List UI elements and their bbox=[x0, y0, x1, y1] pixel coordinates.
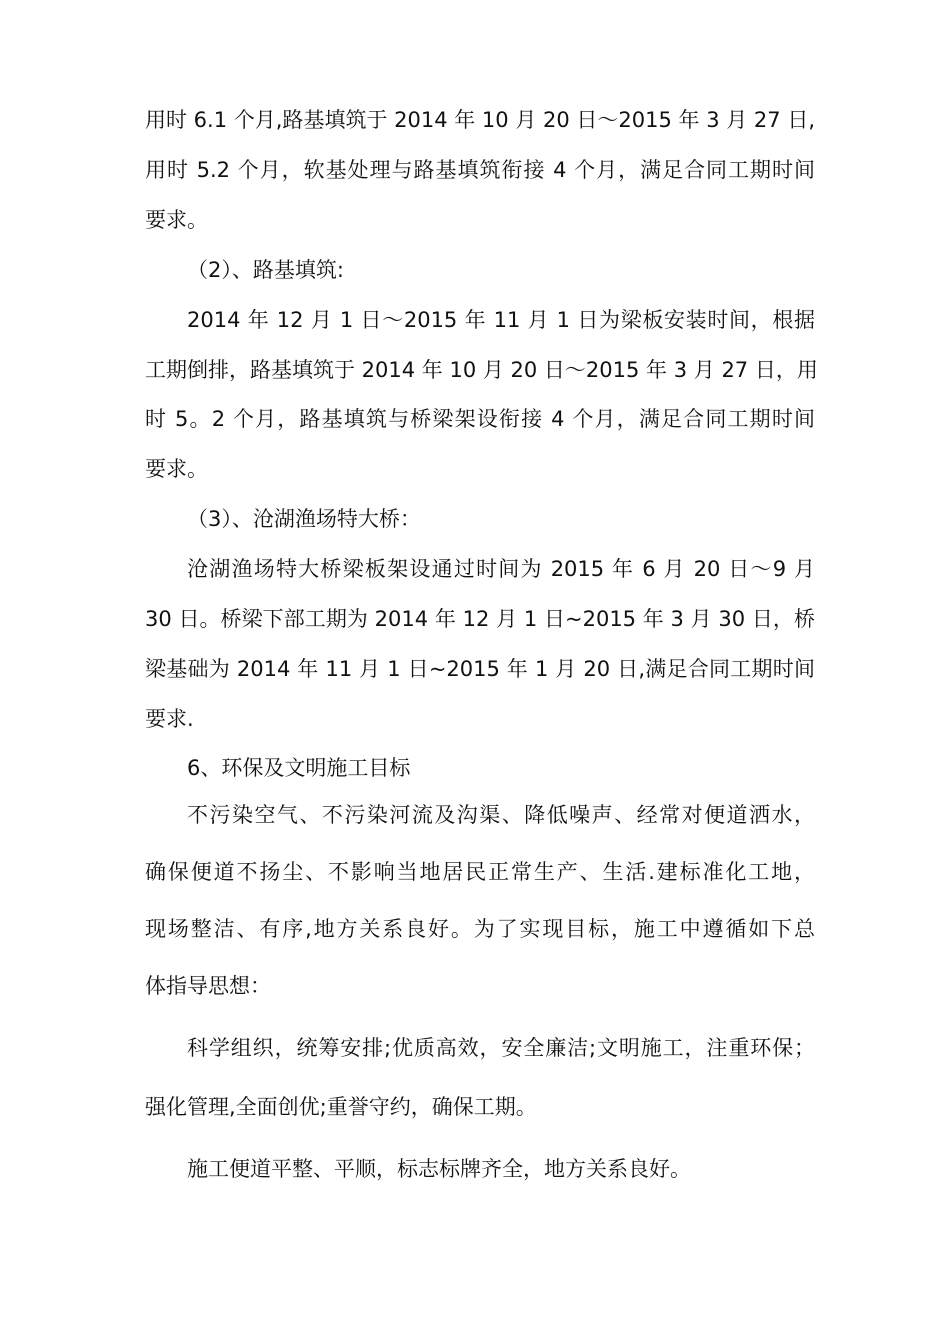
paragraph-line: 用时 6.1 个月,路基填筑于 2014 年 10 月 20 日～2015 年 3 月 27 日, bbox=[145, 108, 815, 132]
paragraph-line: 时 5。2 个月，路基填筑与桥梁架设衔接 4 个月，满足合同工期时间 bbox=[145, 407, 815, 431]
section-heading: 6、环保及文明施工目标 bbox=[187, 756, 411, 780]
section-heading: （2）、路基填筑: bbox=[187, 258, 344, 282]
paragraph-line: 体指导思想： bbox=[145, 974, 271, 998]
paragraph-line: 科学组织，统筹安排;优质高效，安全廉洁;文明施工，注重环保； bbox=[187, 1036, 815, 1060]
paragraph-line: 确保便道不扬尘、不影响当地居民正常生产、生活.建标准化工地， bbox=[145, 860, 815, 884]
paragraph-line: 用时 5.2 个月，软基处理与路基填筑衔接 4 个月，满足合同工期时间 bbox=[145, 158, 815, 182]
paragraph-line: 不污染空气、不污染河流及沟渠、降低噪声、经常对便道洒水， bbox=[187, 803, 815, 827]
paragraph-line: 30 日。桥梁下部工期为 2014 年 12 月 1 日~2015 年 3 月 30 日，桥 bbox=[145, 607, 815, 631]
paragraph-line: 工期倒排，路基填筑于 2014 年 10 月 20 日～2015 年 3 月 27 日，用 bbox=[145, 358, 818, 382]
paragraph-line: 强化管理,全面创优;重誉守约，确保工期。 bbox=[145, 1095, 537, 1119]
paragraph-line: 2014 年 12 月 1 日～2015 年 11 月 1 日为梁板安装时间，根据 bbox=[187, 308, 815, 332]
paragraph-line: 要求. bbox=[145, 707, 194, 731]
paragraph-line: 要求。 bbox=[145, 457, 208, 481]
paragraph-line: 要求。 bbox=[145, 208, 208, 232]
paragraph-line: 沧湖渔场特大桥梁板架设通过时间为 2015 年 6 月 20 日～9 月 bbox=[187, 557, 815, 581]
paragraph-line: 施工便道平整、平顺，标志标牌齐全，地方关系良好。 bbox=[187, 1157, 691, 1181]
paragraph-line: 现场整洁、有序,地方关系良好。为了实现目标，施工中遵循如下总 bbox=[145, 917, 815, 941]
section-heading: （3）、沧湖渔场特大桥： bbox=[187, 507, 421, 531]
paragraph-line: 梁基础为 2014 年 11 月 1 日~2015 年 1 月 20 日,满足合同工期时间 bbox=[145, 657, 815, 681]
